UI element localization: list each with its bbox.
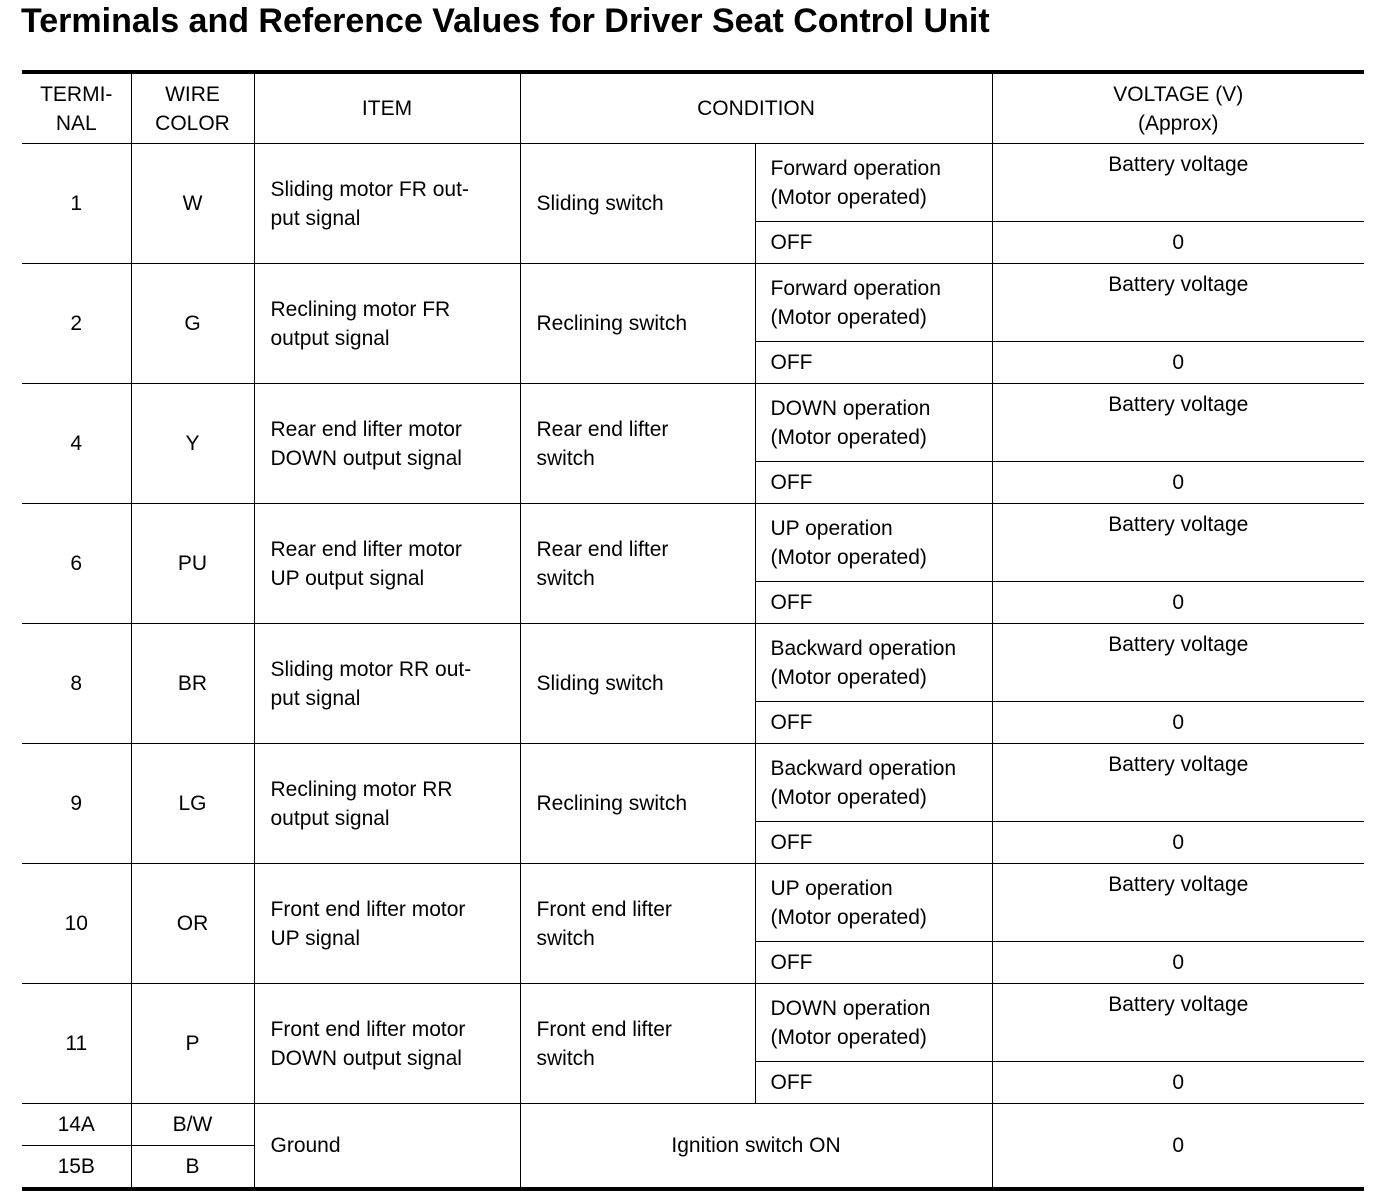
switch-line1: Reclining switch bbox=[536, 312, 688, 335]
off-voltage-cell: 0 bbox=[992, 702, 1364, 744]
header-voltage-line2: (Approx) bbox=[1138, 111, 1219, 135]
table-row bbox=[22, 864, 1364, 942]
off-condition-cell: OFF bbox=[755, 582, 992, 624]
operation-line2: (Motor operated) bbox=[770, 785, 927, 809]
operation-line1: Backward operation bbox=[770, 756, 957, 780]
item-line1: Front end lifter motor bbox=[270, 1017, 466, 1041]
ground-row-a bbox=[22, 1104, 1364, 1146]
operation-line2: (Motor operated) bbox=[770, 185, 927, 209]
off-voltage-cell: 0 bbox=[992, 582, 1364, 624]
switch-cell bbox=[520, 744, 755, 864]
operation-cell bbox=[755, 264, 992, 342]
item-cell bbox=[254, 504, 520, 624]
operation-voltage-cell: Battery voltage bbox=[992, 624, 1364, 702]
operation-cell bbox=[755, 744, 992, 822]
switch-line1: Reclining switch bbox=[536, 792, 688, 815]
operation-voltage-cell: Battery voltage bbox=[992, 744, 1364, 822]
table-row bbox=[22, 984, 1364, 1062]
wire-color-cell: W bbox=[131, 144, 254, 264]
item-line1: Rear end lifter motor bbox=[270, 537, 462, 561]
switch-cell bbox=[520, 984, 755, 1104]
operation-line2: (Motor operated) bbox=[770, 545, 927, 569]
header-terminal-line1: TERMI- bbox=[40, 82, 113, 106]
item-cell bbox=[254, 984, 520, 1104]
ground-wire-b: B bbox=[131, 1146, 254, 1190]
operation-line2: (Motor operated) bbox=[770, 905, 927, 929]
terminal-cell: 11 bbox=[22, 984, 131, 1104]
operation-voltage-cell: Battery voltage bbox=[992, 144, 1364, 222]
operation-cell bbox=[755, 864, 992, 942]
operation-line1: UP operation bbox=[770, 876, 893, 900]
ground-item: Ground bbox=[254, 1104, 520, 1190]
off-condition-cell: OFF bbox=[755, 1062, 992, 1104]
item-line1: Rear end lifter motor bbox=[270, 417, 462, 441]
terminal-cell: 4 bbox=[22, 384, 131, 504]
operation-line2: (Motor operated) bbox=[770, 425, 927, 449]
operation-cell bbox=[755, 384, 992, 462]
terminal-cell: 2 bbox=[22, 264, 131, 384]
item-cell bbox=[254, 384, 520, 504]
ground-condition: Ignition switch ON bbox=[520, 1104, 992, 1190]
switch-line1: Rear end lifter bbox=[536, 417, 669, 441]
switch-line1: Front end lifter bbox=[536, 1017, 672, 1041]
operation-line1: UP operation bbox=[770, 516, 893, 540]
ground-voltage: 0 bbox=[992, 1104, 1364, 1190]
operation-voltage-cell: Battery voltage bbox=[992, 984, 1364, 1062]
off-condition-cell: OFF bbox=[755, 462, 992, 504]
ground-terminal-a: 14A bbox=[22, 1104, 131, 1146]
off-voltage-cell: 0 bbox=[992, 822, 1364, 864]
off-voltage-cell: 0 bbox=[992, 462, 1364, 504]
wire-color-cell: PU bbox=[131, 504, 254, 624]
header-item: ITEM bbox=[254, 72, 520, 144]
switch-line1: Front end lifter bbox=[536, 897, 672, 921]
terminal-cell: 8 bbox=[22, 624, 131, 744]
operation-cell bbox=[755, 984, 992, 1062]
switch-cell bbox=[520, 144, 755, 264]
terminal-cell: 6 bbox=[22, 504, 131, 624]
item-line2: DOWN output signal bbox=[270, 446, 462, 470]
switch-line2: switch bbox=[536, 446, 595, 470]
item-cell bbox=[254, 144, 520, 264]
table-row bbox=[22, 144, 1364, 222]
item-line2: put signal bbox=[270, 206, 361, 230]
switch-cell bbox=[520, 504, 755, 624]
table-row bbox=[22, 624, 1364, 702]
terminal-cell: 1 bbox=[22, 144, 131, 264]
header-voltage bbox=[992, 72, 1364, 144]
switch-line2: switch bbox=[536, 926, 595, 950]
item-cell bbox=[254, 864, 520, 984]
header-condition: CONDITION bbox=[520, 72, 992, 144]
item-line2: put signal bbox=[270, 686, 361, 710]
header-voltage-line1: VOLTAGE (V) bbox=[1113, 82, 1244, 106]
terminal-reference-table bbox=[22, 70, 1364, 1191]
item-line2: UP output signal bbox=[270, 566, 425, 590]
wire-color-cell: OR bbox=[131, 864, 254, 984]
item-cell bbox=[254, 744, 520, 864]
item-line1: Sliding motor FR out- bbox=[270, 177, 469, 201]
operation-line1: Backward operation bbox=[770, 636, 957, 660]
ground-wire-a: B/W bbox=[131, 1104, 254, 1146]
terminal-cell: 10 bbox=[22, 864, 131, 984]
switch-line1: Sliding switch bbox=[536, 192, 664, 215]
off-condition-cell: OFF bbox=[755, 822, 992, 864]
operation-cell bbox=[755, 624, 992, 702]
operation-line1: Forward operation bbox=[770, 156, 941, 180]
off-voltage-cell: 0 bbox=[992, 342, 1364, 384]
wire-color-cell: LG bbox=[131, 744, 254, 864]
header-terminal bbox=[22, 72, 131, 144]
switch-line2: switch bbox=[536, 1046, 595, 1070]
wire-color-cell: BR bbox=[131, 624, 254, 744]
switch-cell bbox=[520, 384, 755, 504]
item-line1: Reclining motor RR bbox=[270, 777, 453, 801]
table-row bbox=[22, 504, 1364, 582]
wire-color-cell: G bbox=[131, 264, 254, 384]
operation-line1: DOWN operation bbox=[770, 996, 931, 1020]
wire-color-cell: P bbox=[131, 984, 254, 1104]
item-line2: DOWN output signal bbox=[270, 1046, 462, 1070]
switch-line1: Rear end lifter bbox=[536, 537, 669, 561]
item-line2: UP signal bbox=[270, 926, 360, 950]
ground-terminal-b: 15B bbox=[22, 1146, 131, 1190]
wire-color-cell: Y bbox=[131, 384, 254, 504]
operation-voltage-cell: Battery voltage bbox=[992, 864, 1364, 942]
header-row bbox=[22, 72, 1364, 144]
switch-cell bbox=[520, 264, 755, 384]
terminal-cell: 9 bbox=[22, 744, 131, 864]
off-condition-cell: OFF bbox=[755, 222, 992, 264]
item-cell bbox=[254, 264, 520, 384]
item-cell bbox=[254, 624, 520, 744]
off-voltage-cell: 0 bbox=[992, 222, 1364, 264]
item-line2: output signal bbox=[270, 326, 390, 350]
off-voltage-cell: 0 bbox=[992, 1062, 1364, 1104]
header-wire-line2: COLOR bbox=[155, 111, 230, 135]
table-row bbox=[22, 384, 1364, 462]
off-condition-cell: OFF bbox=[755, 942, 992, 984]
switch-line2: switch bbox=[536, 566, 595, 590]
operation-voltage-cell: Battery voltage bbox=[992, 504, 1364, 582]
item-line2: output signal bbox=[270, 806, 390, 830]
switch-cell bbox=[520, 624, 755, 744]
item-line1: Front end lifter motor bbox=[270, 897, 466, 921]
header-wire-color bbox=[131, 72, 254, 144]
operation-voltage-cell: Battery voltage bbox=[992, 264, 1364, 342]
table-row bbox=[22, 264, 1364, 342]
operation-line2: (Motor operated) bbox=[770, 1025, 927, 1049]
switch-line1: Sliding switch bbox=[536, 672, 664, 695]
item-line1: Sliding motor RR out- bbox=[270, 657, 472, 681]
item-line1: Reclining motor FR bbox=[270, 297, 451, 321]
off-condition-cell: OFF bbox=[755, 342, 992, 384]
operation-voltage-cell: Battery voltage bbox=[992, 384, 1364, 462]
header-wire-line1: WIRE bbox=[165, 82, 220, 106]
table-row bbox=[22, 744, 1364, 822]
off-voltage-cell: 0 bbox=[992, 942, 1364, 984]
operation-cell bbox=[755, 144, 992, 222]
switch-cell bbox=[520, 864, 755, 984]
operation-cell bbox=[755, 504, 992, 582]
off-condition-cell: OFF bbox=[755, 702, 992, 744]
operation-line1: DOWN operation bbox=[770, 396, 931, 420]
operation-line2: (Motor operated) bbox=[770, 305, 927, 329]
page-title: Terminals and Reference Values for Driver Seat Control Unit bbox=[21, 2, 990, 40]
header-terminal-line2: NAL bbox=[55, 111, 97, 135]
operation-line2: (Motor operated) bbox=[770, 665, 927, 689]
operation-line1: Forward operation bbox=[770, 276, 941, 300]
